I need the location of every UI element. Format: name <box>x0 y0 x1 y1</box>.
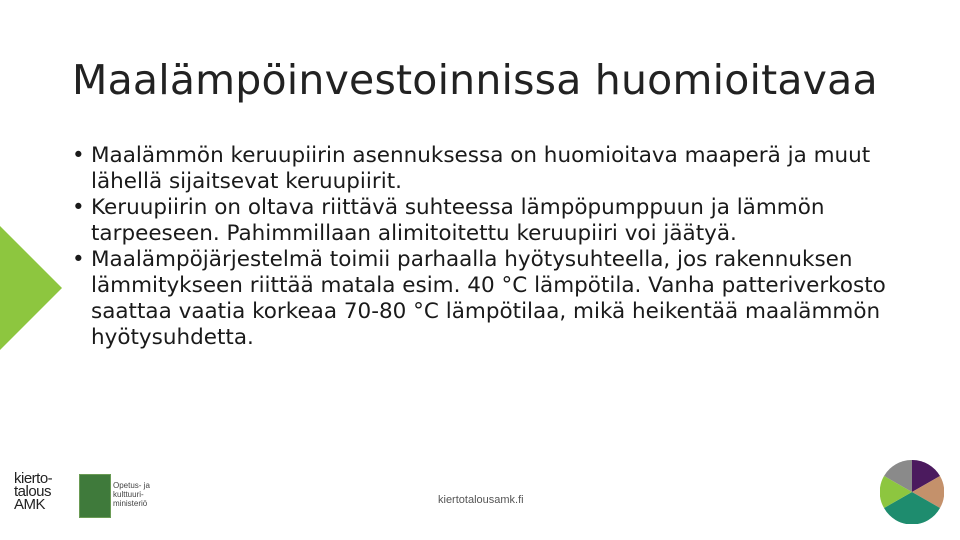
logo-line: Opetus- ja <box>113 481 150 490</box>
slide-title: Maalämpöinvestoinnissa huomioitavaa <box>72 56 878 104</box>
pie-logo-icon <box>880 460 944 524</box>
logo-line: kulttuuri- <box>113 490 144 499</box>
bullet-item <box>72 195 912 247</box>
green-triangle-decoration <box>0 226 62 350</box>
bullet-item <box>72 143 912 195</box>
ministry-emblem-icon <box>79 474 111 518</box>
bullet-marker: • <box>72 247 85 272</box>
ministry-logo-text <box>113 481 150 508</box>
bullet-marker: • <box>72 143 85 168</box>
bullet-list <box>72 143 912 351</box>
bullet-text: Keruupiirin on oltava riittävä suhteessa lämpöpumppuun ja lämmön tarpeeseen. Pahimmillaan alimitoitettu keruupiiri voi jäätyä. <box>91 195 825 246</box>
kiertotalous-amk-logo <box>14 472 70 522</box>
logo-line: ministeriö <box>113 499 148 508</box>
bullet-text: Maalämpöjärjestelmä toimii parhaalla hyötysuhteella, jos rakennuksen lämmitykseen riittää matala esim. 40 °C lämpötila. Vanha patteriverkosto saattaa vaatia korkeaa 70-80 °C lämpötilaa, mikä heikentää maalämmön hyötysuhdetta. <box>91 247 886 350</box>
logo-line: AMK <box>14 496 46 513</box>
logo-line: kierto- <box>14 470 53 487</box>
logo-line: talous <box>14 483 52 500</box>
bullet-marker: • <box>72 195 85 220</box>
bullet-item <box>72 247 912 351</box>
bullet-text: Maalämmön keruupiirin asennuksessa on huomioitava maaperä ja muut lähellä sijaitsevat keruupiirit. <box>91 143 871 194</box>
footer-url: kiertotalousamk.fi <box>438 494 524 506</box>
